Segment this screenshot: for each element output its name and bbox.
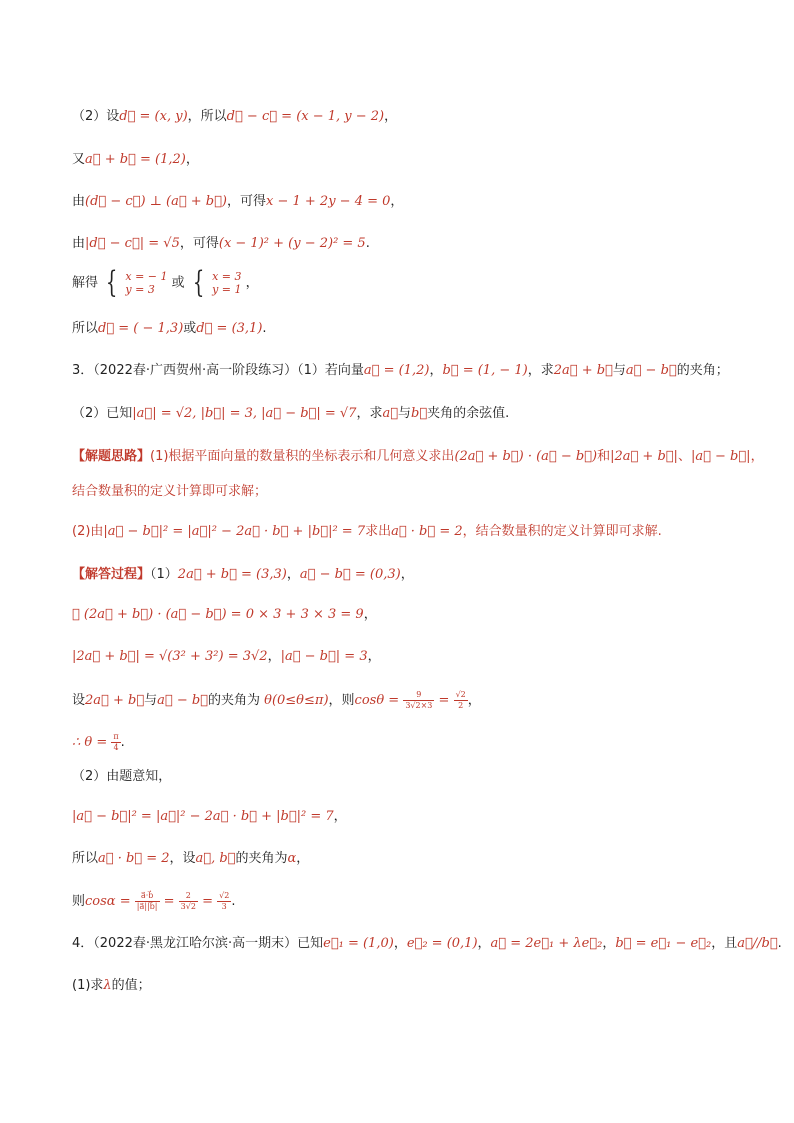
text-run: 求出	[365, 524, 392, 539]
text-run: 4．（2022春·黑龙江哈尔滨·高一期末）已知	[72, 936, 324, 951]
math-expression: α	[287, 851, 297, 866]
math-expression: a⃗ − b⃗	[157, 693, 208, 708]
line-norm	[72, 235, 370, 253]
math-expression: |a⃗ − b⃗|² = |a⃗|² − 2a⃗ · b⃗ + |b⃗|² = 7	[103, 524, 366, 539]
text-run: 和	[597, 449, 611, 464]
text-run: ，	[467, 693, 481, 708]
math-expression: 2a⃗ + b⃗ = (3,3)	[177, 567, 287, 582]
fraction-numerator: 9	[403, 690, 434, 701]
fraction	[217, 891, 231, 912]
text-run: ，所以	[187, 109, 227, 124]
fraction	[179, 891, 198, 912]
line-proc-6	[72, 768, 171, 786]
text-run: (2)由	[72, 524, 104, 539]
text-run: 、	[677, 449, 691, 464]
text-run: 与	[144, 693, 158, 708]
math-expression: d⃗ = ( − 1,3)	[98, 321, 184, 336]
math-expression: =	[197, 894, 218, 909]
line-system	[72, 265, 259, 300]
text-run: ，可得	[227, 194, 267, 209]
text-run: ，	[602, 936, 616, 951]
math-expression: b⃗ = e⃗₁ − e⃗₂	[615, 936, 712, 951]
text-run: ，求	[527, 363, 554, 378]
text-run: (1)根据平面向量的数量积的坐标表示和几何意义求出	[150, 449, 455, 464]
line-result	[72, 320, 267, 338]
text-run: 所以	[72, 321, 99, 336]
text-run: （1）	[150, 567, 178, 582]
math-expression: a⃗, b⃗	[195, 851, 236, 866]
text-run: 的夹角为	[235, 851, 288, 866]
text-run: ，	[333, 809, 347, 824]
fraction	[403, 690, 434, 711]
math-expression: (x − 1)² + (y − 2)² = 5	[218, 236, 366, 251]
text-run: ，	[185, 152, 199, 167]
line-proc-8	[72, 850, 309, 868]
text-run: ，	[296, 851, 310, 866]
math-expression: cosα =	[85, 894, 135, 909]
line-idea-3	[72, 523, 662, 541]
fraction-numerator: π	[113, 732, 119, 741]
text-run: ，设	[169, 851, 196, 866]
math-expression: |a⃗ − b⃗|	[690, 449, 751, 464]
text-run: ，	[429, 363, 443, 378]
math-expression: cosθ =	[354, 693, 404, 708]
math-expression: |2a⃗ + b⃗|	[610, 449, 678, 464]
math-expression: |a⃗ − b⃗| = 3	[280, 649, 368, 664]
text-run: ，	[393, 936, 407, 951]
math-expression: a⃗ = (1,2)	[363, 363, 430, 378]
text-run: (1)求	[72, 978, 104, 993]
text-run: 3．（2022春·广西贺州·高一阶段练习）（1）若向量	[72, 363, 364, 378]
line-p2-set	[72, 108, 397, 126]
math-expression: (d⃗ − c⃗) ⊥ (a⃗ + b⃗)	[85, 194, 227, 209]
line-q3-2	[72, 405, 509, 423]
system-eq1b: y = 3	[125, 283, 155, 296]
text-run: 或	[183, 321, 197, 336]
line-idea-1	[72, 448, 764, 466]
section-heading: 【解题思路】	[72, 449, 151, 464]
text-run: ，	[363, 607, 377, 622]
fraction-denominator: 4	[113, 743, 119, 752]
text-run: 则	[72, 894, 86, 909]
line-q4-1	[72, 935, 782, 953]
math-expression: |d⃗ − c⃗| = √5	[85, 236, 180, 251]
text-run: ，	[384, 109, 398, 124]
math-expression: b⃗ = (1, − 1)	[442, 363, 528, 378]
math-expression: a⃗ · b⃗ = 2	[98, 851, 170, 866]
text-run: 所以	[72, 851, 99, 866]
text-run: 的夹角；	[676, 363, 729, 378]
line-proc-3	[72, 648, 381, 666]
fraction-numerator: a⃗·b⃗	[135, 891, 160, 902]
fraction-denominator: 2	[458, 701, 464, 710]
system-suffix: ，	[245, 275, 259, 291]
system-prefix: 解得	[72, 275, 99, 291]
left-brace-1: {	[105, 265, 118, 300]
text-run: ，	[400, 567, 414, 582]
text-run: ，且	[711, 936, 738, 951]
text-run: .	[777, 936, 782, 951]
math-expression: |2a⃗ + b⃗| = √(3² + 3²) = 3√2	[72, 649, 268, 664]
math-expression: (2a⃗ + b⃗) · (a⃗ − b⃗)	[454, 449, 598, 464]
text-run: 与	[612, 363, 626, 378]
fraction-denominator: 3√2	[180, 902, 196, 911]
math-expression: ∴ θ =	[72, 735, 112, 750]
text-run: ，则	[328, 693, 355, 708]
line-q3-1	[72, 362, 729, 380]
line-proc-4	[72, 690, 481, 711]
text-run: ，	[390, 194, 404, 209]
math-expression: a⃗ − b⃗ = (0,3)	[299, 567, 401, 582]
text-run: 的值；	[111, 978, 151, 993]
system-solution-1	[125, 270, 167, 296]
math-expression: d⃗ = (3,1)	[196, 321, 263, 336]
math-expression: |a⃗| = √2, |b⃗| = 3, |a⃗ − b⃗| = √7	[132, 406, 357, 421]
line-idea-2	[72, 483, 267, 501]
math-expression: d⃗ = (x, y)	[119, 109, 188, 124]
text-run: ，	[750, 449, 764, 464]
math-expression: a⃗//b⃗	[737, 936, 778, 951]
system-eq2a: x = 3	[212, 270, 242, 283]
line-proc-1	[72, 566, 414, 584]
text-run: 由	[72, 236, 86, 251]
fraction	[454, 690, 468, 711]
line-q4-2	[72, 977, 151, 995]
text-run: 设	[72, 693, 86, 708]
text-run: .	[262, 321, 267, 336]
fraction-numerator: 2	[179, 891, 198, 902]
text-run: ，	[367, 649, 381, 664]
system-eq2b: y = 1	[212, 283, 242, 296]
fraction-denominator: 3	[221, 902, 227, 911]
text-run: （2）已知	[72, 406, 133, 421]
line-perp	[72, 193, 403, 211]
text-run: 又	[72, 152, 86, 167]
math-expression: 2a⃗ + b⃗	[553, 363, 613, 378]
fraction-numerator: √2	[455, 690, 466, 699]
fraction-denominator: 3√2×3	[405, 701, 433, 710]
math-expression: b⃗	[411, 406, 428, 421]
text-run: 夹角的余弦值.	[427, 406, 510, 421]
section-heading: 【解答过程】	[72, 567, 151, 582]
line-proc-9	[72, 891, 235, 912]
text-run: ，	[286, 567, 300, 582]
text-run: 与	[398, 406, 412, 421]
math-expression: =	[434, 693, 454, 708]
math-expression: e⃗₁ = (1,0)	[323, 936, 394, 951]
text-run: （2）由题意知，	[72, 769, 172, 784]
fraction-denominator: |a⃗||b⃗|	[136, 902, 158, 911]
line-again	[72, 151, 199, 169]
text-run: ，可得	[179, 236, 219, 251]
math-expression: x − 1 + 2y − 4 = 0	[266, 194, 391, 209]
fraction	[111, 732, 120, 753]
fraction	[135, 891, 160, 912]
text-run: 由	[72, 194, 86, 209]
math-expression: θ(0≤θ≤π)	[264, 693, 329, 708]
math-expression: e⃗₂ = (0,1)	[406, 936, 478, 951]
line-proc-5	[72, 732, 125, 753]
math-expression: 2a⃗ + b⃗	[85, 693, 145, 708]
math-expression: |a⃗ − b⃗|² = |a⃗|² − 2a⃗ · b⃗ + |b⃗|² = 7	[72, 809, 334, 824]
text-run: .	[120, 735, 125, 750]
fraction-numerator: √2	[219, 891, 230, 900]
text-run: 结合数量积的定义计算即可求解；	[72, 484, 268, 499]
text-run: ，求	[356, 406, 383, 421]
line-proc-7	[72, 808, 347, 826]
text-run: ，结合数量积的定义计算即可求解.	[462, 524, 662, 539]
math-expression: a⃗ − b⃗	[625, 363, 677, 378]
system-solution-2	[212, 270, 241, 296]
system-eq1a: x = − 1	[125, 270, 168, 283]
left-brace-2: {	[192, 265, 205, 300]
text-run: 的夹角为	[207, 693, 265, 708]
text-run: ，	[477, 936, 491, 951]
math-expression: a⃗ = 2e⃗₁ + λe⃗₂	[490, 936, 603, 951]
text-run: .	[365, 236, 370, 251]
text-run: （2）设	[72, 109, 120, 124]
math-expression: a⃗	[382, 406, 399, 421]
math-expression: a⃗ + b⃗ = (1,2)	[85, 152, 186, 167]
system-or: 或	[171, 275, 185, 291]
math-expression: =	[159, 894, 179, 909]
math-expression: λ	[103, 978, 112, 993]
math-expression: ∴ (2a⃗ + b⃗) · (a⃗ − b⃗) = 0 × 3 + 3 × 3 = 9	[72, 607, 364, 622]
text-run: .	[231, 894, 236, 909]
text-run: ，	[267, 649, 281, 664]
math-expression: a⃗ · b⃗ = 2	[391, 524, 463, 539]
math-expression: d⃗ − c⃗ = (x − 1, y − 2)	[226, 109, 385, 124]
line-proc-2	[72, 606, 377, 624]
